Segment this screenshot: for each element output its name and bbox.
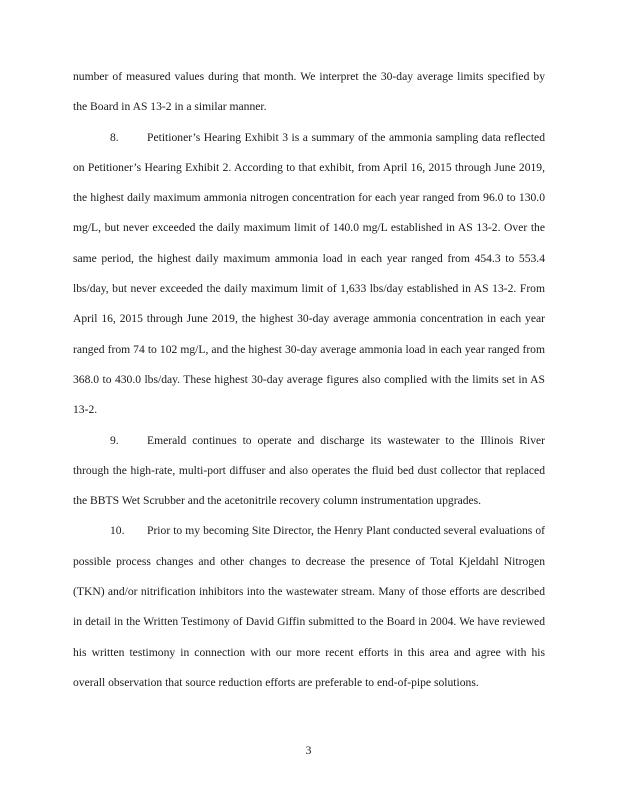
paragraph-number: 8. bbox=[110, 130, 119, 144]
continuation-paragraph bbox=[73, 62, 545, 123]
continuation-text: number of measured values during that month. We interpret the 30-day average limits specified by the Board in AS 13-2 in a similar manner. bbox=[73, 70, 545, 114]
paragraph-text: Emerald continues to operate and discharge its wastewater to the Illinois River through the high-rate, multi-port diffuser and also operates the fluid bed dust collector that replaced the BBTS Wet Scrubber and the acetonitrile recovery column instrumentation upgrades. bbox=[73, 433, 545, 508]
document-body bbox=[73, 62, 545, 698]
paragraph-10 bbox=[73, 516, 545, 698]
paragraph-number: 10. bbox=[110, 524, 125, 538]
page-number: 3 bbox=[305, 744, 312, 757]
paragraph-9 bbox=[73, 426, 545, 517]
paragraph-number: 9. bbox=[110, 433, 119, 447]
paragraph-8 bbox=[73, 123, 545, 426]
paragraph-text: Prior to my becoming Site Director, the Henry Plant conducted several evaluations of possible process changes and other changes to decrease the presence of Total Kjeldahl Nitrogen (TKN) and/or nitrification inhibitors into the wastewater stream. Many of those efforts are described in detail in the Written Testimony of David Giffin submitted to the Board in 2004. We have reviewed his written testimony in connection with our more recent efforts in this area and agree with his overall observation that source reduction efforts are preferable to end-of-pipe solutions. bbox=[73, 524, 545, 689]
paragraph-text: Petitioner’s Hearing Exhibit 3 is a summary of the ammonia sampling data reflected on Petitioner’s Hearing Exhibit 2. According to that exhibit, from April 16, 2015 through June 2019, the highest daily maximum ammonia nitrogen concentration for each year ranged from 96.0 to 130.0 mg/L, but never exceeded the daily maximum limit of 140.0 mg/L established in AS 13-2. Over the same period, the highest daily maximum ammonia load in each year ranged from 454.3 to 553.4 lbs/day, but never exceeded the daily maximum limit of 1,633 lbs/day established in AS 13-2. From April 16, 2015 through June 2019, the highest 30-day average ammonia concentration in each year ranged from 74 to 102 mg/L, and the highest 30-day average ammonia load in each year ranged from 368.0 to 430.0 lbs/day. These highest 30-day average figures also complied with the limits set in AS 13-2. bbox=[73, 130, 545, 417]
